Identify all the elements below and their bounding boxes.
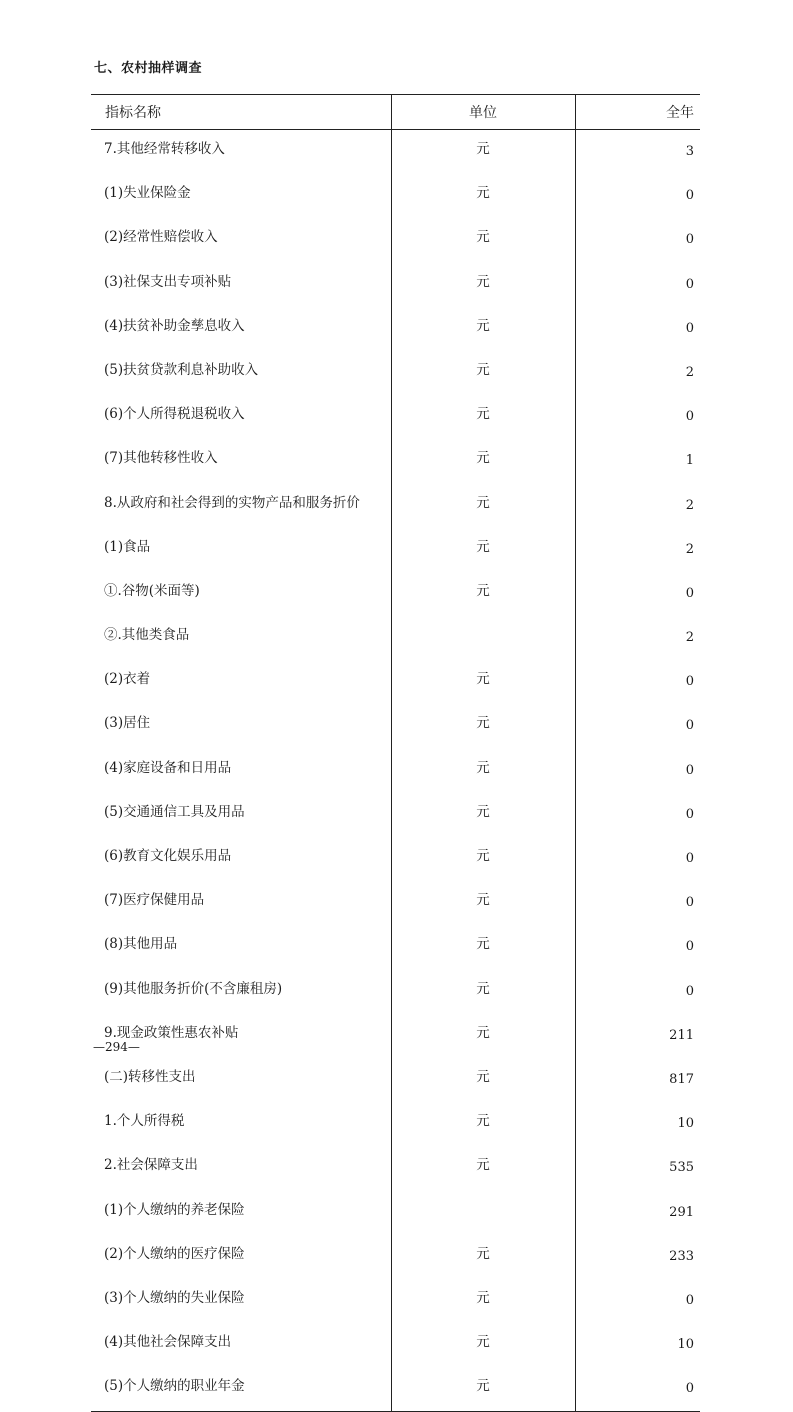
unit-cell: 元 (391, 351, 575, 395)
unit-cell: 元 (391, 572, 575, 616)
unit-cell: 元 (391, 1279, 575, 1323)
table-row (91, 218, 700, 262)
table-row (91, 174, 700, 218)
unit-cell (391, 616, 575, 660)
indicator-name-cell: (4)家庭设备和日用品 (91, 749, 391, 793)
table-row (91, 704, 700, 748)
indicator-name-cell: (3)居住 (91, 704, 391, 748)
unit-cell: 元 (391, 439, 575, 483)
value-cell: 817 (669, 1071, 694, 1087)
unit-cell: 元 (391, 528, 575, 572)
value-cell: 1 (685, 453, 694, 469)
value-cell: 291 (669, 1204, 694, 1220)
unit-cell: 元 (391, 1058, 575, 1102)
table-row (91, 484, 700, 528)
section-title: 七、农村抽样调查 (94, 61, 203, 76)
indicator-name-cell: (1)失业保险金 (91, 174, 391, 218)
table-row (91, 1146, 700, 1190)
unit-cell: 元 (391, 484, 575, 528)
value-cell: 2 (685, 630, 694, 646)
indicator-name-cell: (1)食品 (91, 528, 391, 572)
indicator-name-cell: (4)扶贫补助金孳息收入 (91, 307, 391, 351)
table-row (91, 1191, 700, 1235)
unit-cell: 元 (391, 970, 575, 1014)
indicator-name-cell: (2)个人缴纳的医疗保险 (91, 1235, 391, 1279)
table-row (91, 130, 700, 175)
unit-cell: 元 (391, 263, 575, 307)
indicator-name-cell: (6)个人所得税退税收入 (91, 395, 391, 439)
indicator-name-cell: (5)个人缴纳的职业年金 (91, 1367, 391, 1412)
unit-cell (391, 1191, 575, 1235)
value-cell: 211 (669, 1027, 694, 1043)
page-number: —294— (93, 1040, 140, 1054)
value-cell: 0 (685, 232, 694, 248)
indicator-name-cell: 8.从政府和社会得到的实物产品和服务折价 (91, 484, 391, 528)
value-cell: 0 (685, 762, 694, 778)
value-cell: 535 (669, 1160, 694, 1176)
indicator-name-cell: (3)个人缴纳的失业保险 (91, 1279, 391, 1323)
indicator-name-cell: (7)其他转移性收入 (91, 439, 391, 483)
unit-cell: 元 (391, 793, 575, 837)
value-cell: 2 (685, 497, 694, 513)
value-cell: 3 (685, 144, 694, 159)
unit-cell: 元 (391, 1014, 575, 1058)
table-row (91, 395, 700, 439)
table-body (91, 130, 700, 1412)
indicator-name-cell: (2)经常性赔偿收入 (91, 218, 391, 262)
table-row (91, 1235, 700, 1279)
unit-cell: 元 (391, 660, 575, 704)
indicator-name-cell: (6)教育文化娱乐用品 (91, 837, 391, 881)
value-cell: 0 (685, 939, 694, 955)
indicator-name-cell: (2)衣着 (91, 660, 391, 704)
indicator-name-cell: (8)其他用品 (91, 925, 391, 969)
table-row (91, 1014, 700, 1058)
unit-cell: 元 (391, 704, 575, 748)
value-cell: 0 (685, 983, 694, 999)
unit-cell: 元 (391, 1146, 575, 1190)
unit-cell: 元 (391, 837, 575, 881)
unit-cell: 元 (391, 218, 575, 262)
table-row (91, 616, 700, 660)
value-cell: 0 (685, 718, 694, 734)
indicator-name-cell: (1)个人缴纳的养老保险 (91, 1191, 391, 1235)
statistics-table (91, 94, 700, 1412)
table-row (91, 307, 700, 351)
value-cell: 0 (685, 188, 694, 204)
value-cell: 233 (669, 1248, 694, 1264)
statistics-table-container (91, 94, 700, 1412)
indicator-name-cell: (7)医疗保健用品 (91, 881, 391, 925)
unit-cell: 元 (391, 395, 575, 439)
table-row (91, 1102, 700, 1146)
value-cell: 0 (685, 851, 694, 866)
indicator-name-cell: 1.个人所得税 (91, 1102, 391, 1146)
unit-cell: 元 (391, 1235, 575, 1279)
value-cell: 2 (685, 364, 694, 380)
table-row (91, 881, 700, 925)
value-cell: 0 (685, 409, 694, 425)
indicator-name-cell: (3)社保支出专项补贴 (91, 263, 391, 307)
table-row (91, 660, 700, 704)
indicator-name-cell: (二)转移性支出 (91, 1058, 391, 1102)
table-row (91, 572, 700, 616)
unit-cell: 元 (391, 1102, 575, 1146)
table-row (91, 1367, 700, 1412)
header-full-year: 全年 (575, 95, 700, 130)
unit-cell: 元 (391, 174, 575, 218)
table-header-row (91, 95, 700, 130)
indicator-name-cell: (4)其他社会保障支出 (91, 1323, 391, 1367)
header-unit: 单位 (391, 95, 575, 130)
table-row (91, 263, 700, 307)
indicator-name-cell: ②.其他类食品 (91, 616, 391, 660)
value-cell: 0 (685, 895, 694, 911)
table-row (91, 1279, 700, 1323)
unit-cell: 元 (391, 1323, 575, 1367)
table-row (91, 970, 700, 1014)
indicator-name-cell: 7.其他经常转移收入 (91, 130, 391, 175)
value-cell: 0 (685, 1292, 694, 1308)
value-cell: 0 (575, 1367, 700, 1412)
value-cell: 10 (677, 1116, 694, 1132)
indicator-name-cell: (5)扶贫贷款利息补助收入 (91, 351, 391, 395)
value-cell: 0 (685, 320, 694, 336)
table-row (91, 528, 700, 572)
value-cell: 0 (685, 585, 694, 601)
indicator-name-cell: 2.社会保障支出 (91, 1146, 391, 1190)
indicator-name-cell: (9)其他服务折价(不含廉租房) (91, 970, 391, 1014)
value-cell: 10 (677, 1337, 694, 1353)
table-row (91, 439, 700, 483)
unit-cell: 元 (391, 881, 575, 925)
value-cell: 2 (685, 541, 694, 557)
table-row (91, 1323, 700, 1367)
indicator-name-cell: 9.现金政策性惠农补贴 (91, 1014, 391, 1058)
value-cell: 0 (685, 806, 694, 822)
header-indicator-name: 指标名称 (91, 95, 391, 130)
unit-cell: 元 (391, 307, 575, 351)
table-row (91, 1058, 700, 1102)
table-row (91, 351, 700, 395)
indicator-name-cell: (5)交通通信工具及用品 (91, 793, 391, 837)
table-row (91, 749, 700, 793)
table-row (91, 793, 700, 837)
unit-cell: 元 (391, 1367, 575, 1412)
unit-cell: 元 (391, 925, 575, 969)
indicator-name-cell: ①.谷物(米面等) (91, 572, 391, 616)
table-row (91, 925, 700, 969)
unit-cell: 元 (391, 130, 575, 175)
value-cell: 0 (685, 674, 694, 690)
unit-cell: 元 (391, 749, 575, 793)
value-cell: 0 (685, 276, 694, 292)
table-row (91, 837, 700, 881)
